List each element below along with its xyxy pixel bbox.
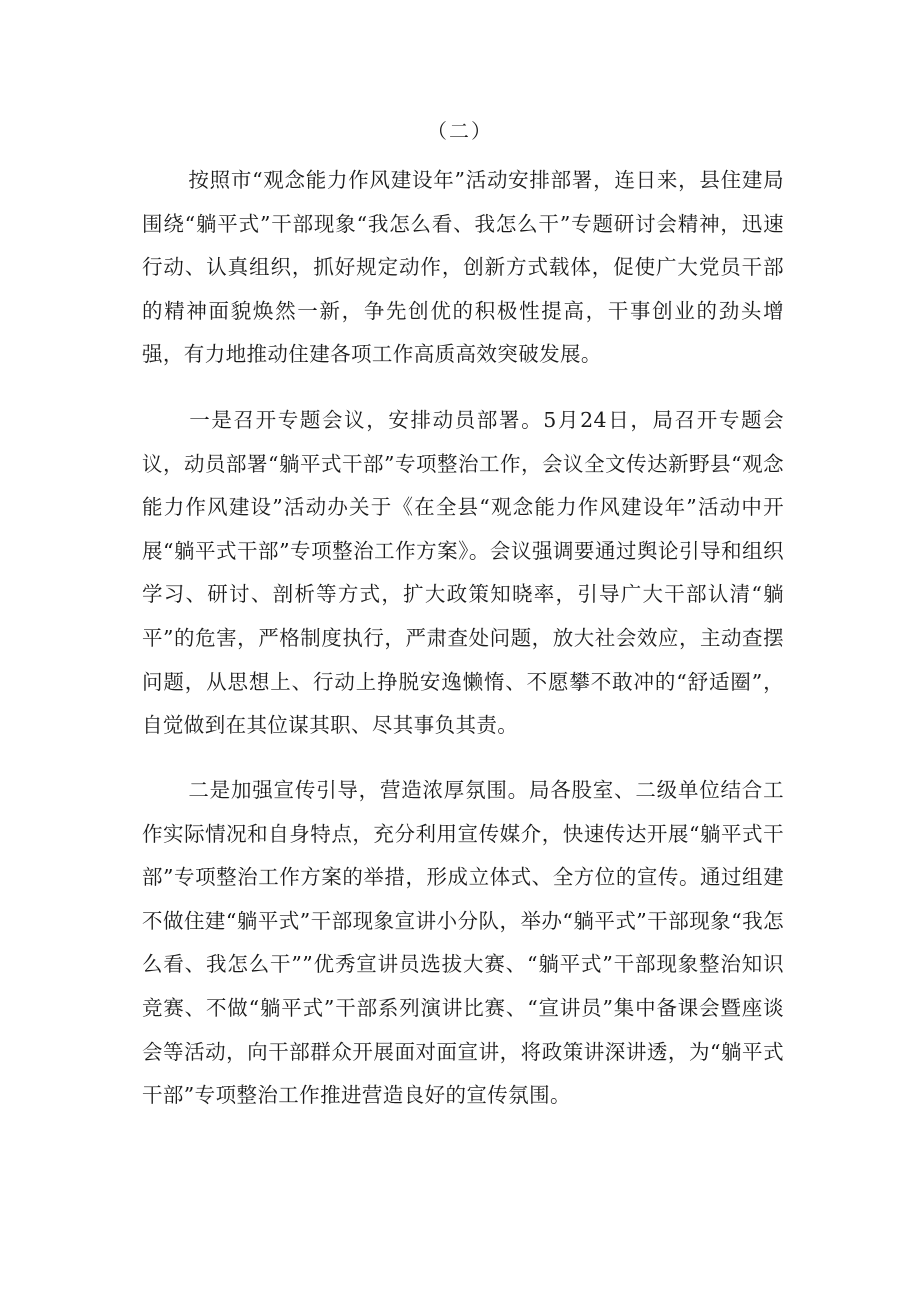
paragraph-publicity [142, 769, 784, 1118]
paragraph-text: 二是加强宣传引导，营造浓厚氛围。局各股室、二级单位结合工作实际情况和自身特点，充分利用宣传媒介，快速传达开展“躺平式干部”专项整治工作方案的举措，形成立体式、全方位的宣传。通过组建不做住建“躺平式”干部现象宣讲小分队，举办“躺平式”干部现象“我怎么看、我怎么干””优秀宣讲员选拔大赛、“躺平式”干部现象整治知识竞赛、不做“躺平式”干部系列演讲比赛、“宣讲员”集中备课会暨座谈会等活动，向干部群众开展面对面宣讲，将政策讲深讲透，为“躺平式干部”专项整治工作推进营造良好的宣传氛围。 [142, 778, 784, 1108]
paragraph-intro [142, 159, 784, 377]
section-heading: （二） [427, 119, 493, 143]
paragraph-text: 按照市“观念能力作风建设年”活动安排部署，连日来，县住建局围绕“躺平式”干部现象“我怎么看、我怎么干”专题研讨会精神，迅速行动、认真组织，抓好规定动作，创新方式载体，促使广大党员干部的精神面貌焕然一新，争先创优的积极性提高，干事创业的劲头增强，有力地推动住建各项工作高质高效突破发展。 [142, 168, 784, 367]
paragraph-meeting [142, 399, 784, 748]
paragraph-text: 一是召开专题会议，安排动员部署。5月24日，局召开专题会议，动员部署“躺平式干部”专项整治工作，会议全文传达新野县“观念能力作风建设”活动办关于《在全县“观念能力作风建设年”活动中开展“躺平式干部”专项整治工作方案》。会议强调要通过舆论引导和组织学习、研讨、剖析等方式，扩大政策知晓率，引导广大干部认清“躺平”的危害，严格制度执行，严肃查处问题，放大社会效应，主动查摆问题，从思想上、行动上挣脱安逸懒惰、不愿攀不敢冲的“舒适圈”，自觉做到在其位谋其职、尽其事负其责。 [142, 408, 784, 738]
